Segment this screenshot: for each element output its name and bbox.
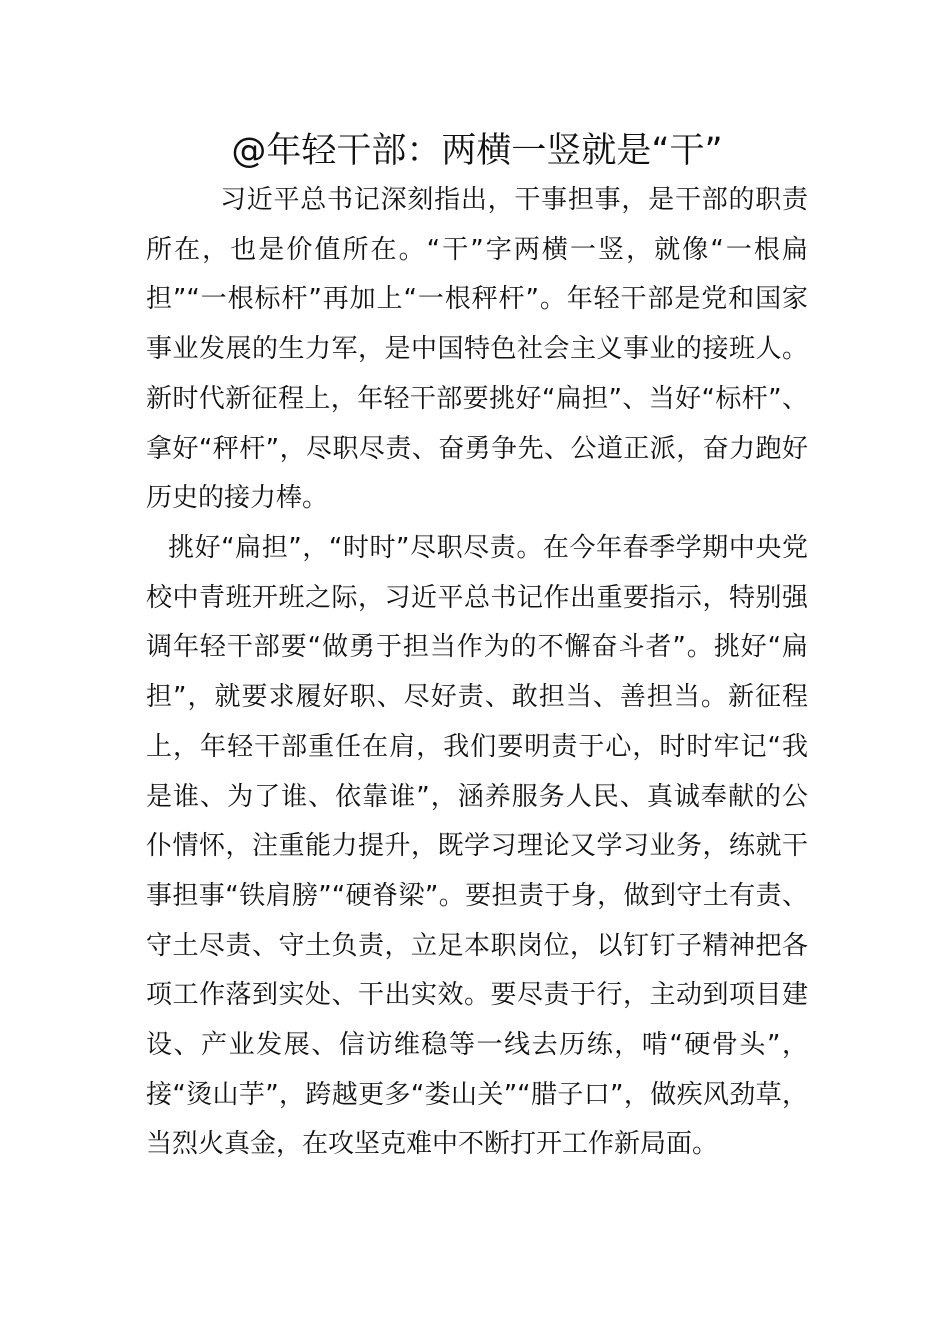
paragraph-1: 习近平总书记深刻指出，干事担事，是干部的职责所在，也是价值所在。“干”字两横一竖，就像“一根扁担”“一根标杆”再加上“一根秤杆”。年轻干部是党和国家事业发展的生力军，是中国特色社会主义事业的接班人。新时代新征程上，年轻干部要挑好“扁担”、当好“标杆”、拿好“秤杆”，尽职尽责、奋勇争先、公道正派，奋力跑好历史的接力棒。: [146, 185, 808, 514]
paragraph-2: 挑好“扁担”，“时时”尽职尽责。在今年春季学期中央党校中青班开班之际，习近平总书记作出重要指示，特别强调年轻干部要“做勇于担当作为的不懈奋斗者”。挑好“扁担”，就要求履好职、尽好责、敢担当、善担当。新征程上，年轻干部重任在肩，我们要明责于心，时时牢记“我是谁、为了谁、依靠谁”，涵养服务人民、真诚奉献的公仆情怀，注重能力提升，既学习理论又学习业务，练就干事担事“铁肩膀”“硬脊梁”。要担责于身，做到守土有责、守土尽责、守土负责，立足本职岗位，以钉钉子精神把各项工作落到实处、干出实效。要尽责于行，主动到项目建设、产业发展、信访维稳等一线去历练，啃“硬骨头”，接“烫山芋”，跨越更多“娄山关”“腊子口”，做疾风劲草，当烈火真金，在攻坚克难中不断打开工作新局面。: [146, 533, 808, 1160]
document-title: @年轻干部：两横一竖就是“干”: [231, 131, 723, 171]
